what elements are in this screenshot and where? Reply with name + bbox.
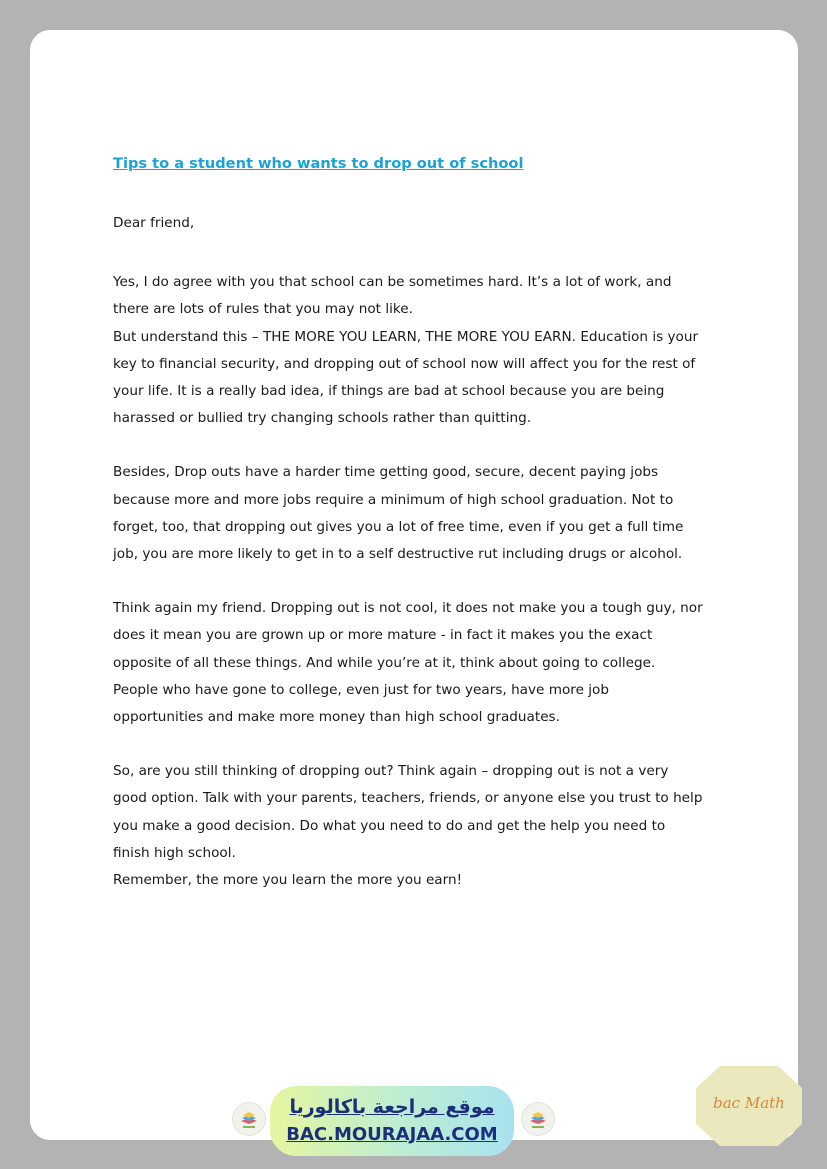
- paragraph-5: So, are you still thinking of dropping out? Think again – dropping out is not a very good option. Talk with your parents, teachers, friends, or anyone else you trust to help you make a good decision. Do what you need to do and get the help you need to finish high school.: [113, 763, 703, 861]
- banner-url[interactable]: BAC.MOURAJAA.COM: [286, 1124, 498, 1145]
- document-title: Tips to a student who wants to drop out of school: [113, 155, 524, 172]
- salutation: Dear friend,: [113, 215, 195, 231]
- book-logo-icon: [521, 1102, 555, 1136]
- banner-arabic-title: موقع مراجعة باكالوريا: [289, 1096, 495, 1118]
- document-body: [113, 150, 703, 894]
- bac-math-badge: [696, 1066, 802, 1146]
- site-banner-link[interactable]: [270, 1086, 514, 1156]
- paragraph-1: Yes, I do agree with you that school can be sometimes hard. It’s a lot of work, and there are lots of rules that you may not like.: [113, 274, 672, 318]
- document-page: [30, 30, 798, 1140]
- book-logo-icon: [232, 1102, 266, 1136]
- paragraph-2: But understand this – THE MORE YOU LEARN, THE MORE YOU EARN. Education is your key to financial security, and dropping out of school now will affect you for the rest of your life. It is a really bad idea, if things are bad at school because you are being harassed or bullied try changing schools rather than quitting.: [113, 328, 699, 427]
- paragraph-6: Remember, the more you learn the more you earn!: [113, 872, 463, 889]
- paragraph-4: Think again my friend. Dropping out is not cool, it does not make you a tough guy, nor does it mean you are grown up or more mature - in fact it makes you the exact opposite of all these things. And while you’re at it, think about going to college. People who have gone to college, even just for two years, have more job opportunities and make more money than high school graduates.: [113, 600, 703, 726]
- paragraph-3: Besides, Drop outs have a harder time getting good, secure, decent paying jobs because more and more jobs require a minimum of high school graduation. Not to forget, too, that dropping out gives you a lot of free time, even if you get a full time job, you are more likely to get in to a self destructive rut including drugs or alcohol.: [113, 464, 684, 563]
- badge-text: bac Math: [713, 1094, 785, 1112]
